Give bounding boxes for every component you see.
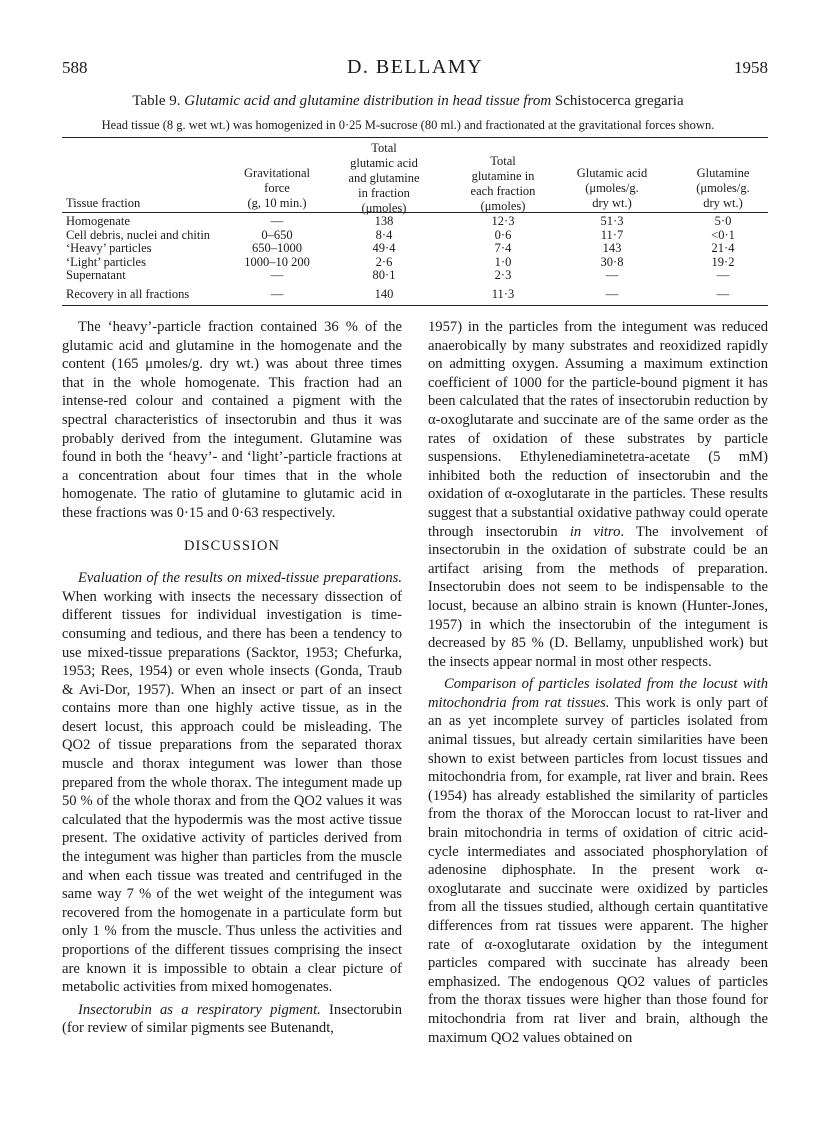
col-header-glutamine: Glutamine (μmoles/g. dry wt.) xyxy=(696,166,750,210)
table-bottom-rule xyxy=(62,305,768,306)
page-header xyxy=(62,58,768,84)
right-column xyxy=(428,318,768,1047)
comparison-paragraph: Comparison of particles isolated from the locust with mitochondria from rat tissues. This work is only part of an as yet incomplete survey of particles isolated from animal tissues, but already certain similarities have been shown to exist between particles from locust tissues and mitochondria from, for example, rat liver and brain. Rees (1954) has already established the similarity of particles from the thorax of the Moroccan locust to rat-liver and brain mitochondria in terms of oxidation of citric acid-cycle intermediates and associated phosphorylation of adenosine diphosphate. In the present work α-oxoglutarate and succinate were oxidized by particles from all the tissues studied, although certain quantitative differences from rat tissues were apparent. The higher rate of α-oxoglutarate oxidation by the integument particles compared with succinate has already been emphasized. The endogenous QO2 values of particles from the thorax tissues were higher than those found for mitochondria from rat liver and brain, although the maximum QO2 values obtained on xyxy=(428,676,769,1046)
col-header-fraction: Tissue fraction xyxy=(66,196,141,210)
table-label: Table 9. xyxy=(132,93,181,109)
table-row: Cell debris, nuclei and chitin 0–650 8·4 0·6 11·7 <0·1 xyxy=(66,228,735,242)
discussion-heading: DISCUSSION xyxy=(184,537,280,554)
col-header-glutamine-total: Total glutamine in each fraction (μmoles) xyxy=(470,154,536,213)
results-paragraph: The ‘heavy’-particle fraction contained 36 % of the glutamic acid and glutamine in the homogenate and the content (165 μmoles/g. dry wt.) was about three times that in the whole homogenate. This fraction had an intense-red colour and contained a pigment with the spectral characteristics of insectorubin and thus it was probably derived from the integument. Glutamine was found in both the ‘heavy’- and ‘light’-particle fractions at a concentration about four times that in the whole homogenate. The ratio of glutamine to glutamic acid in these fractions was 0·15 and 0·63 respectively. xyxy=(62,319,402,521)
col-header-glutamic: Glutamic acid (μmoles/g. dry wt.) xyxy=(576,166,648,210)
table-subcaption: Head tissue (8 g. wet wt.) was homogenized in 0·25 M-sucrose (80 ml.) and fractionated at the gravitational forces shown. xyxy=(101,118,715,132)
table-caption xyxy=(0,93,816,110)
evaluation-paragraph: Evaluation of the results on mixed-tissue preparations. When working with insects the necessary dissection of different tissues for individual investigation is time-consuming and tedious, and there has been a tendency to use mixed-tissue preparations (Sacktor, 1953; Chefurka, 1953; Rees, 1954) or even whole insects (Gonda, Traub & Avi-Dor, 1957). When an insect or part of an insect contains more than one highly active tissue, as in the desert locust, this approach could be misleading. The QO2 of tissue preparations from the separated thorax muscle and thorax integument was lower than those prepared from the whole thorax. The integument made up 50 % of the whole thorax and from the QO2 values it was calculated that the hypodermis was the most active tissue present. The oxidative activity of particles derived from the integument was higher than particles from the muscle and when each tissue was treated and centrifuged in the same way 7 % of the wet weight of the integument was recovered from the homogenate in a particulate form but only 1 % from the muscle. Thus unless the activities and proportions of the different tissues comprising the insect are known it is impossible to obtain a clear picture of metabolic activities from mixed homogenates. xyxy=(62,570,402,996)
insectorubin-paragraph: Insectorubin as a respiratory pigment. Insectorubin (for review of similar pigments see Butenandt, xyxy=(62,1001,402,1037)
left-column xyxy=(62,318,402,1038)
table-species: Schistocerca gregaria xyxy=(554,93,684,109)
col-header-force: Gravitational force (g, 10 min.) xyxy=(244,166,310,210)
header-rule xyxy=(62,212,768,213)
table-row: ‘Light’ particles 1000–10 200 2·6 1·0 30·8 19·2 xyxy=(66,255,735,269)
table-title: Glutamic acid and glutamine distribution in head tissue from xyxy=(184,93,552,109)
insectorubin-continued: 1957) in the particles from the integument was reduced anaerobically by many substrates and reoxidized rapidly on admitting oxygen. Assuming a maximum extinction coefficient of 1000 for the particle-bound pigment it has been calculated that the rates of insectorubin reduction by α-oxoglutarate and succinate are of the same order as the rates of oxidation of these substrates by particle suspensions. Ethylenediaminetetra-acetate (5 mM) inhibited both the reduction of insectorubin and the oxidation of α-oxoglutarate in the particles. These results suggest that a substantial oxidative pathway could operate through insectorubin in vitro. The involvement of insectorubin in the oxidation of substrate could be an artifact arising from the methods of preparation. Insectorubin does not seem to be indispensable to the locust, because an albino strain is known (Hunter-Jones, 1957) in which the insectorubin of the integument is decreased by 85 % (D. Bellamy, unpublished work) but the insects appear normal in most other respects. xyxy=(428,319,768,670)
table-row: Homogenate — 138 12·3 51·3 5·0 xyxy=(66,214,732,228)
table-top-rule xyxy=(62,137,768,138)
table-row: ‘Heavy’ particles 650–1000 49·4 7·4 143 21·4 xyxy=(66,241,735,255)
running-author: D. BELLAMY xyxy=(346,56,484,78)
col-header-total: Total glutamic acid and glutamine in fraction (μmoles) xyxy=(348,141,420,215)
table-row-recovery: Recovery in all fractions — 140 11·3 — — xyxy=(66,287,730,301)
page-number: 588 xyxy=(62,58,88,77)
year: 1958 xyxy=(734,58,768,77)
table-row: Supernatant — 80·1 2·3 — — xyxy=(66,268,730,282)
